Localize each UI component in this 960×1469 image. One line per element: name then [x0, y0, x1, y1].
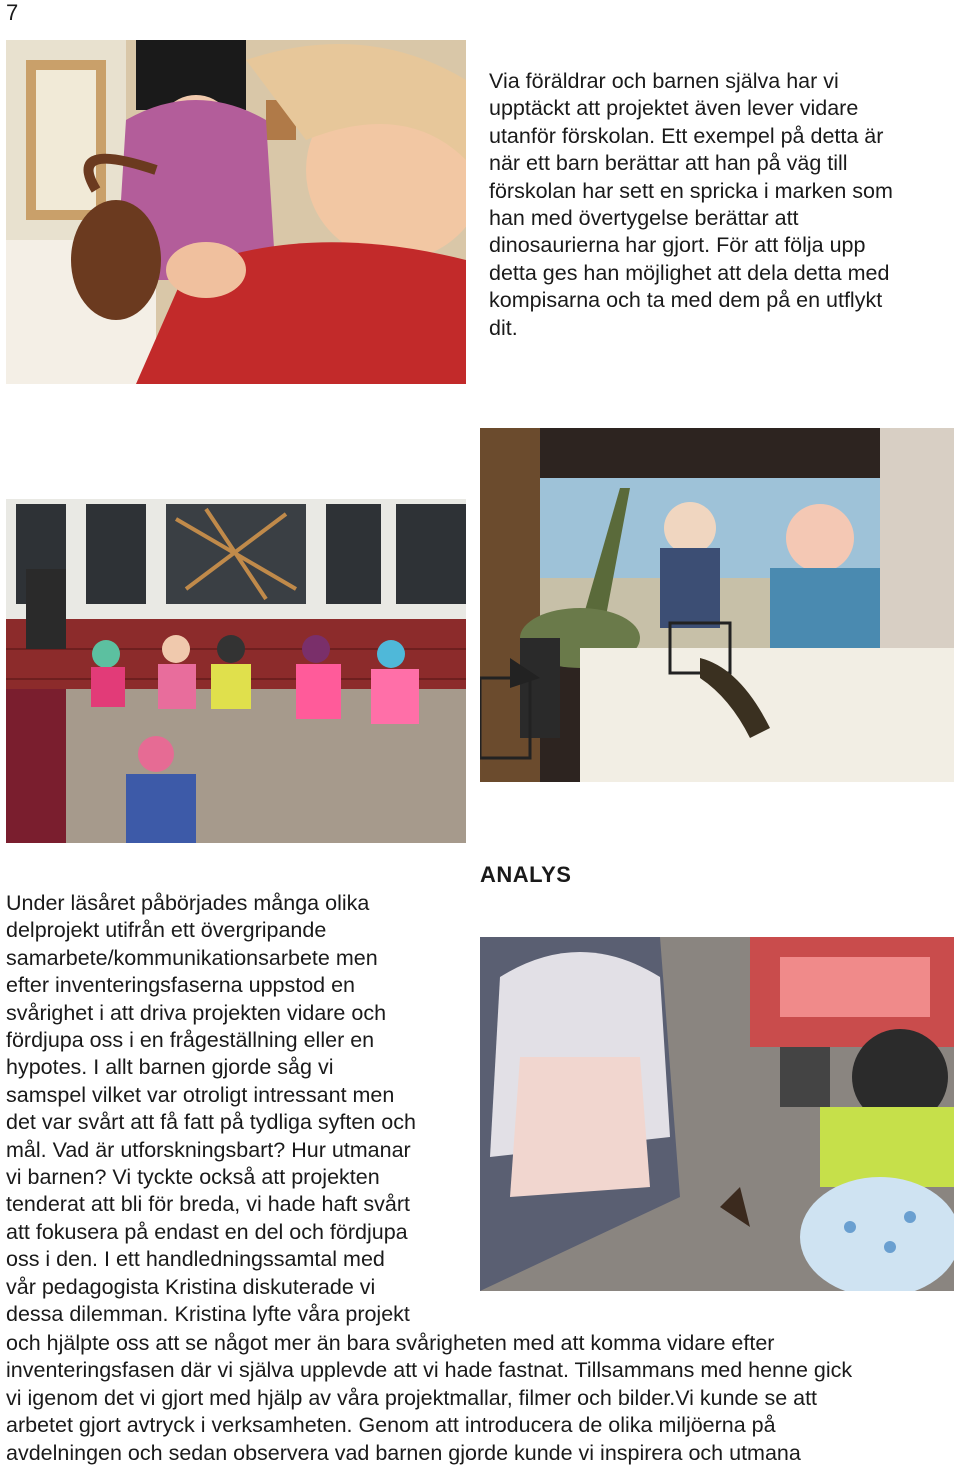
analysis-line: fördjupa oss i en frågeställning eller en — [6, 1028, 375, 1053]
intro-line: Via föräldrar och barnen själva har vi — [489, 69, 839, 93]
analysis-line: samspel vilket var otroligt intressant men — [6, 1082, 395, 1107]
continuation-paragraph — [6, 1330, 852, 1467]
analysis-line: vi barnen? Vi tyckte också att projekten — [6, 1165, 380, 1190]
analysis-line: Under läsåret påbörjades många olika — [6, 891, 370, 915]
photo-children-dinosaur-egg — [6, 40, 466, 384]
intro-line: upptäckt att projektet även lever vidare — [489, 96, 859, 121]
intro-line: utanför förskolan. Ett exempel på detta är — [489, 123, 884, 148]
intro-line: dit. — [489, 315, 518, 340]
continuation-line: och hjälpte oss att se något mer än bara svårigheten med att komma vidare efter — [6, 1331, 775, 1355]
analysis-line: svårighet i att driva projekten vidare och — [6, 1000, 387, 1025]
page-number: 7 — [6, 0, 19, 25]
analysis-line: hypotes. I allt barnen gjorde såg vi — [6, 1055, 334, 1080]
intro-line: dinosaurierna har gjort. För att följa upp — [489, 233, 866, 258]
section-heading-analys: ANALYS — [480, 862, 572, 887]
intro-line: detta ges han möjlighet att dela detta med — [489, 260, 890, 285]
analysis-line: efter inventeringsfaserna uppstod en — [6, 973, 356, 998]
photo-dinosaur-projection — [480, 428, 954, 782]
analysis-line: det var svårt att få fatt på tydliga syften och — [6, 1110, 416, 1135]
continuation-line: inventeringsfasen där vi själva upplevde att vi hade fastnat. Tillsammans med henne gick — [6, 1358, 853, 1383]
analysis-line: att fokusera på endast en del och fördjupa — [6, 1219, 408, 1244]
analysis-paragraph — [6, 890, 416, 1329]
analysis-line: tenderat att bli för breda, vi hade haft svårt — [6, 1192, 410, 1217]
continuation-line: vi igenom det vi gjort med hjälp av våra projektmallar, filmer och bilder.Vi kunde se att — [6, 1385, 818, 1410]
analysis-line: samarbete/kommunikationsarbete men — [6, 945, 378, 970]
analysis-line: delprojekt utifrån ett övergripande — [6, 918, 327, 943]
photo-children-crack-in-ground — [480, 937, 954, 1291]
analysis-line: vår pedagogista Kristina diskuterade vi — [6, 1274, 376, 1299]
continuation-line: arbetet gjort avtryck i verksamheten. Genom att introducera de olika miljöerna på — [6, 1413, 776, 1438]
intro-line: han med övertygelse berättar att — [489, 206, 799, 231]
analysis-line: oss i den. I ett handledningssamtal med — [6, 1247, 385, 1272]
photo-children-sitting-outside — [6, 499, 466, 843]
intro-line: förskolan har sett en spricka i marken som — [489, 178, 893, 203]
intro-line: kompisarna och ta med dem på en utflykt — [489, 288, 883, 313]
intro-line: när ett barn berättar att han på väg till — [489, 151, 848, 176]
analysis-line: dessa dilemman. Kristina lyfte våra projekt — [6, 1302, 410, 1327]
analysis-line: mål. Vad är utforskningsbart? Hur utmanar — [6, 1137, 411, 1162]
intro-paragraph — [489, 68, 893, 342]
continuation-line: avdelningen och sedan observera vad barnen gjorde kunde vi inspirera och utmana — [6, 1440, 801, 1465]
